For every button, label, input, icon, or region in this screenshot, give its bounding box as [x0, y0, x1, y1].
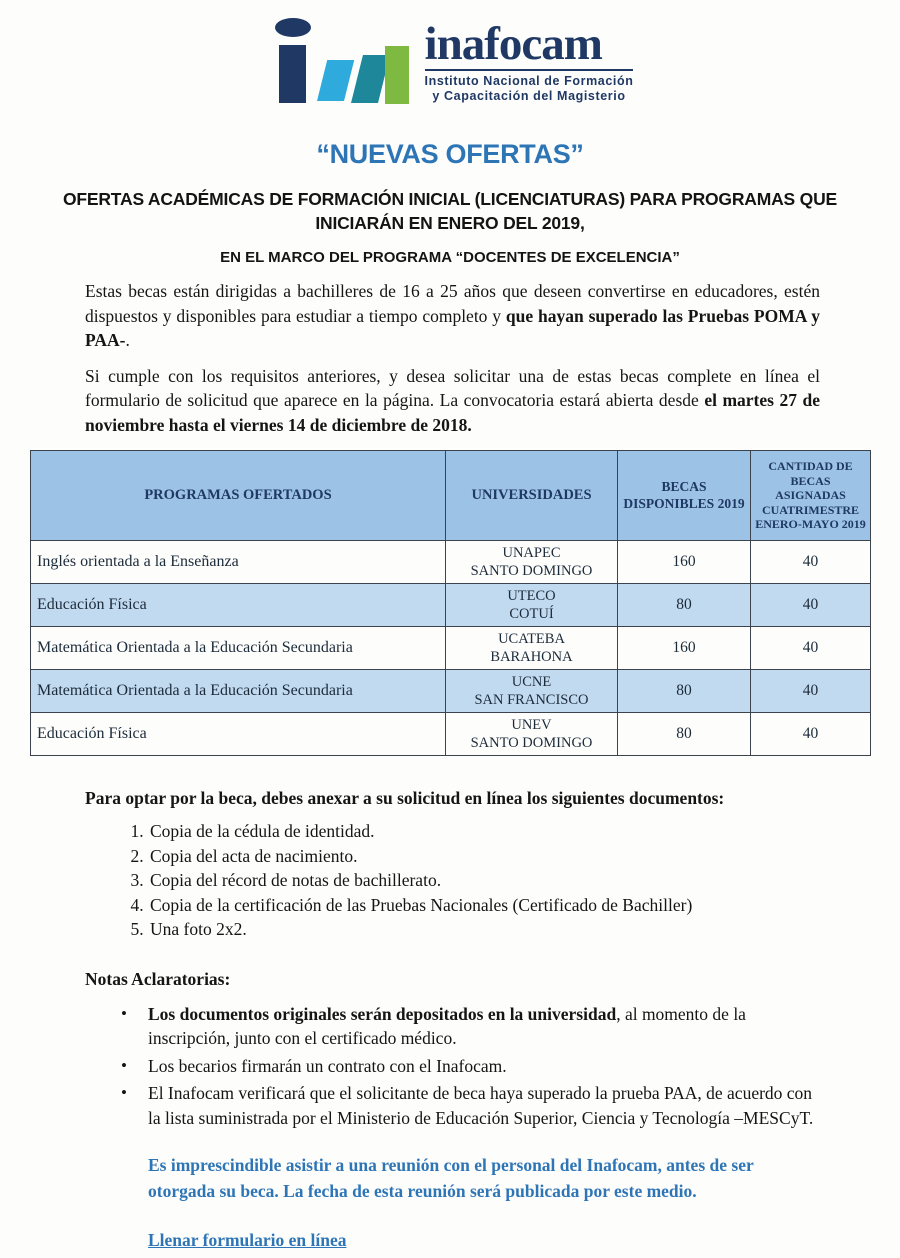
logo-text-block [425, 20, 634, 106]
cell-program: Matemática Orientada a la Educación Secundaria [31, 670, 446, 713]
logo-wordmark: inafocam [424, 18, 602, 70]
p2-bold: el martes 27 de noviembre hasta el viernes 14 de diciembre de 2018. [85, 390, 820, 435]
cell-becas-cuatrimestre: 40 [751, 670, 871, 713]
note-text: El Inafocam verificará que el solicitante de beca haya superado la prueba PAA, de acuerdo con la lista suministrada por el Ministerio de Educación Superior, Ciencia y Tecnología –MESCyT. [148, 1083, 814, 1128]
documents-list [118, 819, 820, 942]
main-heading: OFERTAS ACADÉMICAS DE FORMACIÓN INICIAL (LICENCIATURAS) PARA PROGRAMAS QUE INICIARÁN EN ENERO DEL 2019, [63, 189, 837, 233]
university-campus: BARAHONA [490, 649, 573, 665]
university-name: UCNE [511, 674, 552, 690]
cell-program: Educación Física [31, 584, 446, 627]
table-row [31, 541, 871, 584]
cell-becas-cuatrimestre: 40 [751, 713, 871, 756]
note-item [148, 1002, 820, 1051]
logo-subtitle-line1: Instituto Nacional de Formación [424, 74, 634, 88]
notes-list [148, 1002, 820, 1131]
document-item: 1. Copia de la cédula de identidad. [148, 819, 820, 844]
sub-heading: EN EL MARCO DEL PROGRAMA “DOCENTES DE EXCELENCIA” [220, 249, 680, 266]
cell-university [446, 541, 618, 584]
table-row [31, 627, 871, 670]
col-header-programas: PROGRAMAS OFERTADOS [31, 451, 446, 541]
p1-text: Estas becas están dirigidas a bachilleres de 16 a 25 años que deseen convertirse en educadores, estén dispuestos y disponibles para estudiar a tiempo completo y [85, 281, 820, 326]
cell-university [446, 627, 618, 670]
logo-bar-green [385, 46, 409, 104]
offers-table [30, 450, 871, 756]
logo-i-dot [275, 18, 311, 37]
cell-becas-cuatrimestre: 40 [751, 627, 871, 670]
logo-i-stem [279, 45, 306, 103]
p2-text: Si cumple con los requisitos anteriores, y desea solicitar una de estas becas complete en línea el formulario de solicitud que aparece en la página. La convocatoria estará abierta desde [85, 365, 820, 410]
document-item: 5. Una foto 2x2. [148, 917, 820, 942]
meeting-notice: Es imprescindible asistir a una reunión con el personal del Inafocam, antes de ser otorgada su beca. La fecha de esta reunión será publicada por este medio. [148, 1155, 754, 1201]
cell-university [446, 584, 618, 627]
table-row [31, 584, 871, 627]
cell-becas-cuatrimestre: 40 [751, 584, 871, 627]
logo-subtitle-line2: y Capacitación del Magisterio [432, 89, 626, 103]
p1-tail: . [125, 330, 130, 350]
inafocam-logo-icon [267, 14, 409, 106]
university-name: UCATEBA [498, 631, 565, 647]
university-campus: COTUÍ [509, 606, 554, 622]
col-header-universidades: UNIVERSIDADES [446, 451, 618, 541]
note-bold: Los documentos originales serán depositados en la universidad [148, 1003, 617, 1024]
note-text: , al momento de la inscripción, junto con el certificado médico. [148, 1003, 746, 1048]
cell-becas-2019: 80 [618, 670, 751, 713]
col-header-cantidad-becas: CANTIDAD DE BECAS ASIGNADAS CUATRIMESTRE ENERO-MAYO 2019 [751, 451, 871, 541]
logo-bar-lightblue [317, 60, 354, 101]
documents-section-title: Para optar por la beca, debes anexar a su solicitud en línea los siguientes documentos: [85, 788, 725, 808]
university-campus: SAN FRANCISCO [474, 692, 589, 708]
note-item [148, 1081, 820, 1130]
table-row [31, 670, 871, 713]
notes-section-title: Notas Aclaratorias: [85, 968, 231, 989]
intro-paragraph-2 [85, 364, 820, 438]
university-name: UTECO [507, 588, 556, 604]
cell-university [446, 713, 618, 756]
document-item: 3. Copia del récord de notas de bachillerato. [148, 868, 820, 893]
cell-becas-2019: 160 [618, 627, 751, 670]
document-item: 4. Copia de la certificación de las Pruebas Nacionales (Certificado de Bachiller) [148, 893, 820, 918]
note-text: Los becarios firmarán un contrato con el Inafocam. [148, 1055, 507, 1076]
inafocam-logo [267, 10, 634, 106]
cell-university [446, 670, 618, 713]
col-header-becas-disponibles: BECAS DISPONIBLES 2019 [618, 451, 751, 541]
document-item: 2. Copia del acta de nacimiento. [148, 844, 820, 869]
cell-becas-2019: 80 [618, 584, 751, 627]
cell-program: Matemática Orientada a la Educación Secundaria [31, 627, 446, 670]
table-header-row [31, 451, 871, 541]
cell-becas-cuatrimestre: 40 [751, 541, 871, 584]
p1-bold: que hayan superado las Pruebas POMA y PAA- [85, 305, 821, 350]
university-campus: SANTO DOMINGO [470, 563, 593, 579]
online-form-link[interactable]: Llenar formulario en línea [148, 1230, 347, 1250]
note-item [148, 1054, 820, 1079]
table-row [31, 713, 871, 756]
university-name: UNEV [511, 717, 552, 733]
page-title: “NUEVAS OFERTAS” [316, 139, 584, 169]
cell-becas-2019: 160 [618, 541, 751, 584]
intro-paragraph-1 [85, 279, 820, 353]
university-name: UNAPEC [502, 545, 561, 561]
cell-program: Educación Física [31, 713, 446, 756]
cell-becas-2019: 80 [618, 713, 751, 756]
cell-program: Inglés orientada a la Enseñanza [31, 541, 446, 584]
university-campus: SANTO DOMINGO [470, 735, 593, 751]
